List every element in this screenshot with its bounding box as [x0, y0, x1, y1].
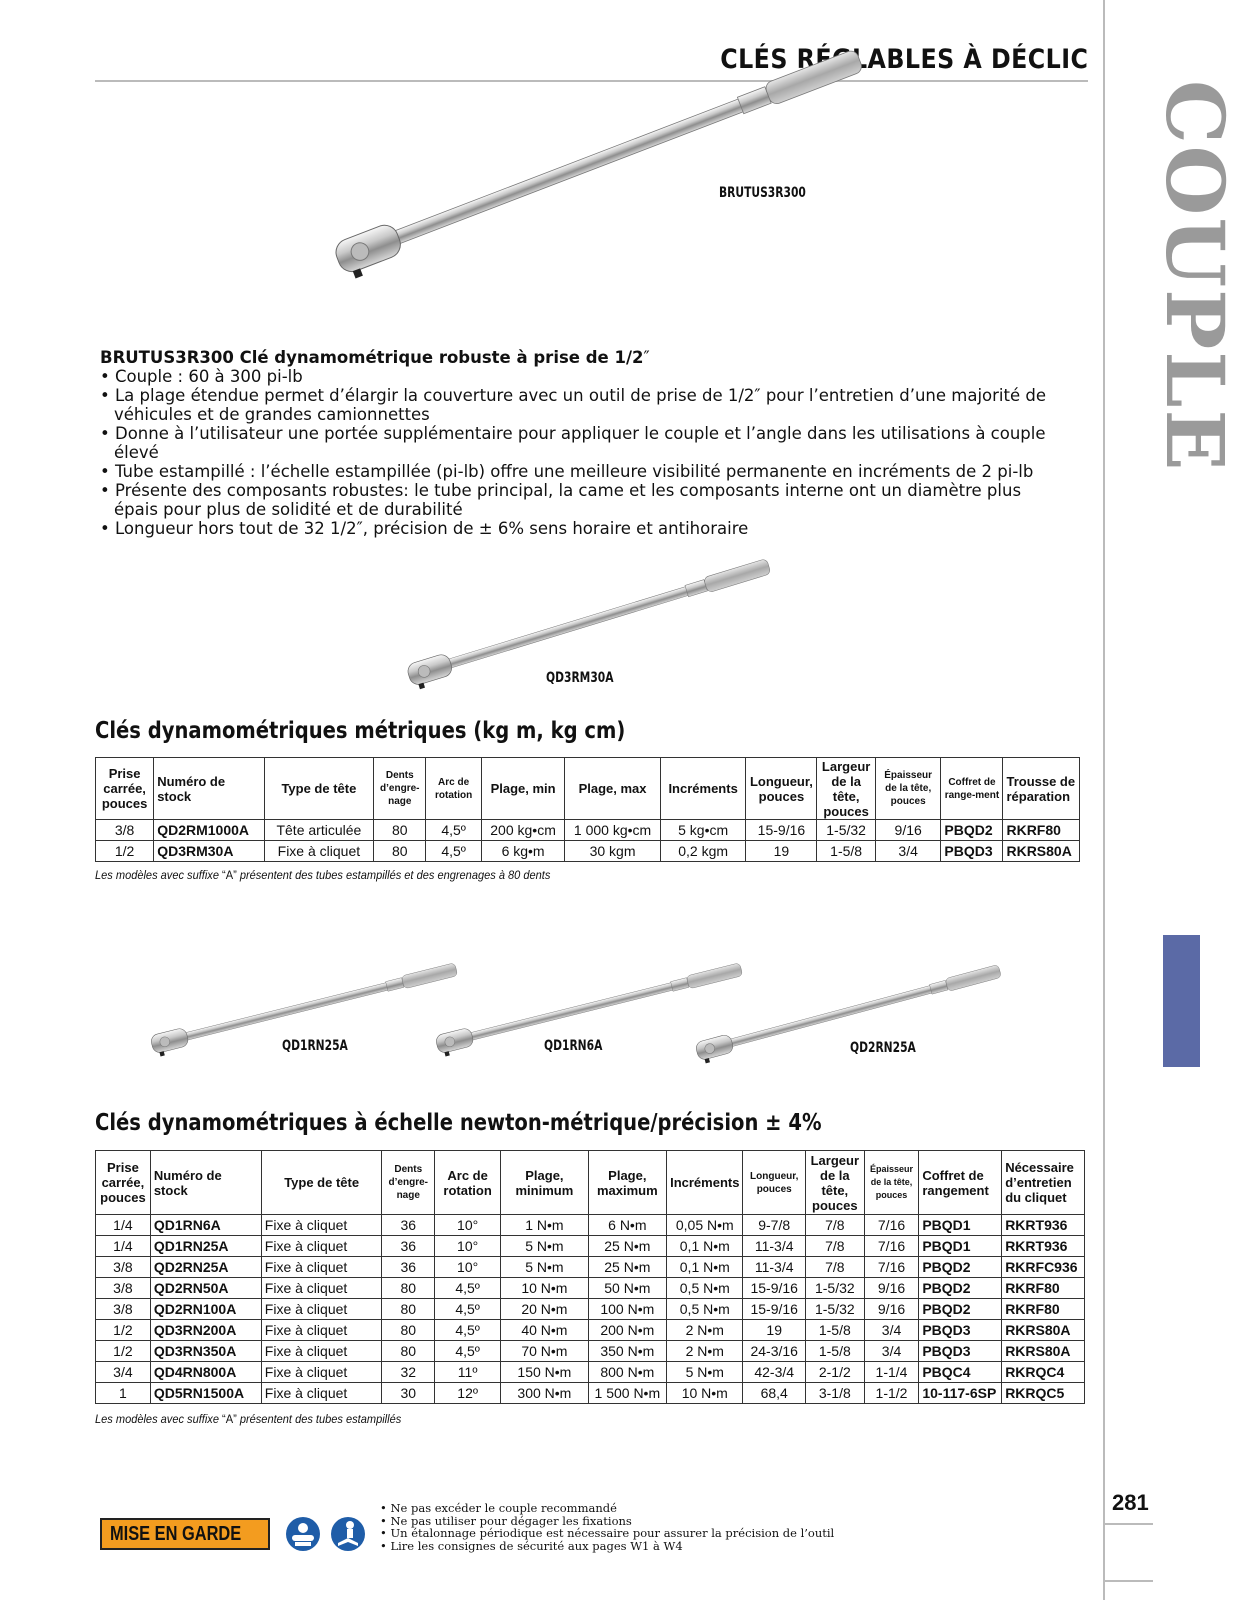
table-row: [96, 1320, 1085, 1341]
table-cell: 15-9/16: [743, 1278, 805, 1299]
column-header: Incréments: [660, 758, 746, 820]
table-cell: 11º: [435, 1362, 501, 1383]
table-cell: 1 500 N•m: [588, 1383, 667, 1404]
table-cell: 3/8: [96, 1278, 151, 1299]
table-cell: 80: [382, 1299, 435, 1320]
table-cell: Fixe à cliquet: [261, 1278, 382, 1299]
table-cell: RKRF80: [1003, 820, 1080, 841]
table-cell: 7/16: [864, 1215, 919, 1236]
table-cell: PBQD1: [919, 1236, 1002, 1257]
table-cell: RKRS80A: [1002, 1320, 1085, 1341]
table-cell: 0,2 kgm: [660, 841, 746, 862]
product-title-suffix: ″: [643, 348, 650, 367]
safety-item: • Lire les consignes de sécurité aux pages W1 à W4: [380, 1540, 834, 1553]
column-header: Plage, minimum: [501, 1151, 588, 1215]
newton-table-body: [96, 1215, 1085, 1404]
table-cell: 9/16: [864, 1278, 919, 1299]
feature-item: • Donne à l’utilisateur une portée supplémentaire pour appliquer le couple et l’angle dans les utilisations à couple élevé: [100, 424, 1060, 462]
table-row: [96, 1362, 1085, 1383]
table-cell: 1-1/4: [864, 1362, 919, 1383]
table-cell: QD2RN100A: [150, 1299, 261, 1320]
table-cell: 200 N•m: [588, 1320, 667, 1341]
table-cell: 19: [743, 1320, 805, 1341]
table-cell: Fixe à cliquet: [261, 1320, 382, 1341]
table-cell: 15-9/16: [743, 1299, 805, 1320]
table-cell: 80: [374, 841, 426, 862]
table-cell: QD5RN1500A: [150, 1383, 261, 1404]
column-header: Dents d’engre-nage: [382, 1151, 435, 1215]
table-cell: 19: [746, 841, 817, 862]
column-header: Longueur, pouces: [743, 1151, 805, 1215]
table-cell: PBQD3: [941, 841, 1003, 862]
column-header: Nécessaire d’entretien du cliquet: [1002, 1151, 1085, 1215]
column-header: Prise carrée, pouces: [96, 758, 154, 820]
table-cell: QD2RN50A: [150, 1278, 261, 1299]
table-cell: 5 N•m: [667, 1362, 743, 1383]
table-cell: 1 N•m: [501, 1215, 588, 1236]
table-cell: QD3RN200A: [150, 1320, 261, 1341]
table-cell: 800 N•m: [588, 1362, 667, 1383]
table-cell: 1/4: [96, 1236, 151, 1257]
table-cell: 20 N•m: [501, 1299, 588, 1320]
table-cell: 40 N•m: [501, 1320, 588, 1341]
table-cell: 30: [382, 1383, 435, 1404]
table-cell: 150 N•m: [501, 1362, 588, 1383]
table-cell: Fixe à cliquet: [264, 841, 374, 862]
table-cell: RKRF80: [1002, 1278, 1085, 1299]
table-cell: 24-3/16: [743, 1341, 805, 1362]
table-cell: 0,5 N•m: [667, 1278, 743, 1299]
table-cell: 1/2: [96, 841, 154, 862]
table-cell: 25 N•m: [588, 1236, 667, 1257]
column-header: Numéro de stock: [154, 758, 264, 820]
feature-list: [100, 367, 1060, 538]
table-cell: Fixe à cliquet: [261, 1299, 382, 1320]
table-cell: 0,5 N•m: [667, 1299, 743, 1320]
page-number-divider: [1103, 1523, 1153, 1525]
table-cell: 1/4: [96, 1215, 151, 1236]
table-cell: 4,5º: [435, 1341, 501, 1362]
table-cell: 1/2: [96, 1320, 151, 1341]
safety-item: • Un étalonnage périodique est nécessaire pour assurer la précision de l’outil: [380, 1527, 834, 1540]
column-header: Type de tête: [261, 1151, 382, 1215]
table-cell: 3/4: [96, 1362, 151, 1383]
table-cell: 12º: [435, 1383, 501, 1404]
table-cell: 80: [382, 1278, 435, 1299]
table-cell: 5 N•m: [501, 1257, 588, 1278]
table-cell: 80: [374, 820, 426, 841]
table-cell: RKRT936: [1002, 1236, 1085, 1257]
table-cell: 1-5/32: [805, 1278, 864, 1299]
table-cell: 4,5º: [426, 820, 481, 841]
table-cell: 3/4: [864, 1320, 919, 1341]
table-cell: 10°: [435, 1236, 501, 1257]
column-header: Dents d’engre-nage: [374, 758, 426, 820]
table-cell: RKRS80A: [1002, 1341, 1085, 1362]
table-cell: 3/4: [864, 1341, 919, 1362]
newton-table-title: Clés dynamométriques à échelle newton-métrique/précision ± 4%: [95, 1110, 822, 1136]
column-header: Incréments: [667, 1151, 743, 1215]
table-cell: 1 000 kg•cm: [565, 820, 660, 841]
table-row: [96, 841, 1080, 862]
table-cell: 10°: [435, 1257, 501, 1278]
table-row: [96, 1341, 1085, 1362]
column-header: Plage, min: [481, 758, 565, 820]
table-row: [96, 1236, 1085, 1257]
table-cell: 3-1/8: [805, 1383, 864, 1404]
table-cell: 7/8: [805, 1257, 864, 1278]
table-cell: 7/16: [864, 1257, 919, 1278]
qd3rm30a-wrench-caption: QD3RM30A: [546, 670, 614, 686]
table-cell: 3/4: [875, 841, 941, 862]
table-cell: PBQD2: [919, 1257, 1002, 1278]
qd2rn25a-wrench-caption: QD2RN25A: [850, 1040, 916, 1056]
table-cell: 1-5/32: [817, 820, 876, 841]
table-cell: 1: [96, 1383, 151, 1404]
table-cell: QD3RN350A: [150, 1341, 261, 1362]
feature-item: • Longueur hors tout de 32 1/2″, précision de ± 6% sens horaire et antihoraire: [100, 519, 1060, 538]
note-suffix: “A”: [222, 868, 240, 882]
column-header: Type de tête: [264, 758, 374, 820]
table-cell: 200 kg•cm: [481, 820, 565, 841]
table-cell: QD2RN25A: [150, 1257, 261, 1278]
read-manual-icon: [330, 1516, 366, 1552]
table-cell: 2-1/2: [805, 1362, 864, 1383]
table-cell: 2 N•m: [667, 1341, 743, 1362]
table-cell: 30 kgm: [565, 841, 660, 862]
table-row: [96, 1257, 1085, 1278]
table-cell: 5 kg•cm: [660, 820, 746, 841]
table-cell: 7/8: [805, 1215, 864, 1236]
feature-item: • Tube estampillé : l’échelle estampillée (pi-lb) offre une meilleure visibilité permanente en incréments de 2 pi-lb: [100, 462, 1060, 481]
table-cell: 1-5/32: [805, 1299, 864, 1320]
column-header: Arc de rotation: [435, 1151, 501, 1215]
note-text: présentent des tubes estampillés: [239, 1412, 402, 1426]
table-cell: 1-5/8: [805, 1341, 864, 1362]
feature-item: • La plage étendue permet d’élargir la couverture avec un outil de prise de 1/2″ pour l’entretien d’une majorité de véhicules et de grandes camionnettes: [100, 386, 1060, 424]
table-cell: PBQD2: [919, 1278, 1002, 1299]
table-cell: 10 N•m: [501, 1278, 588, 1299]
table-cell: 1-5/8: [805, 1320, 864, 1341]
table-cell: 25 N•m: [588, 1257, 667, 1278]
table-cell: PBQD3: [919, 1341, 1002, 1362]
table-cell: 350 N•m: [588, 1341, 667, 1362]
table-cell: 0,1 N•m: [667, 1236, 743, 1257]
table-cell: 7/8: [805, 1236, 864, 1257]
note-text: Les modèles avec suffixe: [95, 1412, 223, 1426]
table-cell: QD2RM1000A: [154, 820, 264, 841]
table-cell: 0,1 N•m: [667, 1257, 743, 1278]
table-cell: QD1RN25A: [150, 1236, 261, 1257]
table-cell: 2 N•m: [667, 1320, 743, 1341]
section-tab: [1163, 935, 1200, 1067]
table-header-row: [96, 758, 1080, 820]
table-cell: 0,05 N•m: [667, 1215, 743, 1236]
table-cell: 3/8: [96, 1257, 151, 1278]
table-cell: 7/16: [864, 1236, 919, 1257]
table-cell: 36: [382, 1215, 435, 1236]
table-cell: 9/16: [864, 1299, 919, 1320]
column-header: Trousse de réparation: [1003, 758, 1080, 820]
table-cell: 1-5/8: [817, 841, 876, 862]
qd1rn25a-wrench-caption: QD1RN25A: [282, 1038, 348, 1054]
table-cell: QD3RM30A: [154, 841, 264, 862]
table-cell: Fixe à cliquet: [261, 1362, 382, 1383]
safety-glasses-icon: [285, 1516, 321, 1552]
table-cell: 3/8: [96, 1299, 151, 1320]
column-header: Épaisseur de la tête, pouces: [864, 1151, 919, 1215]
feature-item: • Présente des composants robustes: le tube principal, la came et les composants interne ont un diamètre plus épais pour plus de solidité et de durabilité: [100, 481, 1060, 519]
safety-item: • Ne pas utiliser pour dégager les fixations: [380, 1515, 834, 1528]
section-side-label: COUPLE: [1148, 80, 1242, 473]
header-divider: [95, 80, 1088, 82]
table-cell: 68,4: [743, 1383, 805, 1404]
table-cell: 300 N•m: [501, 1383, 588, 1404]
note-text: présentent des tubes estampillés et des engrenages à 80 dents: [239, 868, 551, 882]
table-cell: PBQD2: [919, 1299, 1002, 1320]
table-cell: PBQD2: [941, 820, 1003, 841]
column-header: Coffret de range-ment: [941, 758, 1003, 820]
safety-instructions: [380, 1502, 834, 1552]
product-title: [100, 348, 1060, 367]
metric-table-title: Clés dynamométriques métriques (kg m, kg cm): [95, 718, 626, 744]
newton-spec-table: [95, 1150, 1085, 1404]
metric-table-note: [95, 868, 550, 882]
table-cell: 3/8: [96, 820, 154, 841]
feature-item: • Couple : 60 à 300 pi-lb: [100, 367, 1060, 386]
table-cell: RKRS80A: [1003, 841, 1080, 862]
product-title-bold: BRUTUS3R300 Clé dynamométrique robuste à prise de 1/2: [100, 348, 644, 367]
table-cell: PBQC4: [919, 1362, 1002, 1383]
table-cell: 80: [382, 1341, 435, 1362]
page-title: CLÉS RÉGLABLES À DÉCLIC: [719, 44, 1088, 75]
table-cell: 15-9/16: [746, 820, 817, 841]
table-cell: 1/2: [96, 1341, 151, 1362]
column-header: Arc de rotation: [426, 758, 481, 820]
table-cell: 11-3/4: [743, 1257, 805, 1278]
column-header: Plage, maximum: [588, 1151, 667, 1215]
table-cell: 32: [382, 1362, 435, 1383]
table-cell: QD1RN6A: [150, 1215, 261, 1236]
brutus-wrench-caption: BRUTUS3R300: [719, 185, 806, 201]
table-cell: Fixe à cliquet: [261, 1341, 382, 1362]
table-cell: 36: [382, 1257, 435, 1278]
table-cell: 10°: [435, 1215, 501, 1236]
table-cell: 10-117-6SP: [919, 1383, 1002, 1404]
metric-spec-table: [95, 757, 1080, 862]
column-header: Largeur de la tête, pouces: [817, 758, 876, 820]
table-cell: 4,5º: [426, 841, 481, 862]
table-cell: PBQD1: [919, 1215, 1002, 1236]
table-cell: 100 N•m: [588, 1299, 667, 1320]
table-cell: 5 N•m: [501, 1236, 588, 1257]
column-header: Largeur de la tête, pouces: [805, 1151, 864, 1215]
column-header: Épaisseur de la tête, pouces: [875, 758, 941, 820]
table-cell: 50 N•m: [588, 1278, 667, 1299]
column-header: Numéro de stock: [150, 1151, 261, 1215]
table-cell: RKRQC4: [1002, 1362, 1085, 1383]
table-cell: 10 N•m: [667, 1383, 743, 1404]
table-row: [96, 1278, 1085, 1299]
table-cell: Fixe à cliquet: [261, 1257, 382, 1278]
table-row: [96, 1383, 1085, 1404]
table-cell: PBQD3: [919, 1320, 1002, 1341]
page-number: 281: [1112, 1490, 1149, 1515]
column-header: Longueur, pouces: [746, 758, 817, 820]
table-cell: 1-1/2: [864, 1383, 919, 1404]
table-cell: Fixe à cliquet: [261, 1383, 382, 1404]
table-cell: 4,5º: [435, 1278, 501, 1299]
product-description: [100, 348, 1060, 538]
table-cell: RKRFC936: [1002, 1257, 1085, 1278]
margin-divider: [1103, 0, 1105, 1600]
table-cell: Fixe à cliquet: [261, 1236, 382, 1257]
table-cell: 9/16: [875, 820, 941, 841]
table-cell: 9-7/8: [743, 1215, 805, 1236]
note-suffix: “A”: [222, 1412, 240, 1426]
table-cell: 80: [382, 1320, 435, 1341]
table-cell: 36: [382, 1236, 435, 1257]
column-header: Prise carrée, pouces: [96, 1151, 151, 1215]
table-cell: Fixe à cliquet: [261, 1215, 382, 1236]
table-cell: RKRF80: [1002, 1299, 1085, 1320]
warning-label: MISE EN GARDE: [110, 1522, 242, 1545]
note-text: Les modèles avec suffixe: [95, 868, 223, 882]
table-header-row: [96, 1151, 1085, 1215]
column-header: Coffret de rangement: [919, 1151, 1002, 1215]
table-cell: 6 kg•m: [481, 841, 565, 862]
table-cell: 4,5º: [435, 1320, 501, 1341]
table-cell: RKRQC5: [1002, 1383, 1085, 1404]
table-cell: 42-3/4: [743, 1362, 805, 1383]
table-row: [96, 1299, 1085, 1320]
table-row: [96, 1215, 1085, 1236]
table-cell: RKRT936: [1002, 1215, 1085, 1236]
newton-table-note: [95, 1412, 401, 1426]
table-cell: 4,5º: [435, 1299, 501, 1320]
table-cell: 11-3/4: [743, 1236, 805, 1257]
table-row: [96, 820, 1080, 841]
table-cell: Tête articulée: [264, 820, 374, 841]
bottom-divider: [1103, 1580, 1153, 1582]
table-cell: QD4RN800A: [150, 1362, 261, 1383]
table-cell: 6 N•m: [588, 1215, 667, 1236]
column-header: Plage, max: [565, 758, 660, 820]
qd1rn6a-wrench-caption: QD1RN6A: [544, 1038, 603, 1054]
table-cell: 70 N•m: [501, 1341, 588, 1362]
safety-item: • Ne pas excéder le couple recommandé: [380, 1502, 834, 1515]
warning-badge: [100, 1518, 270, 1550]
